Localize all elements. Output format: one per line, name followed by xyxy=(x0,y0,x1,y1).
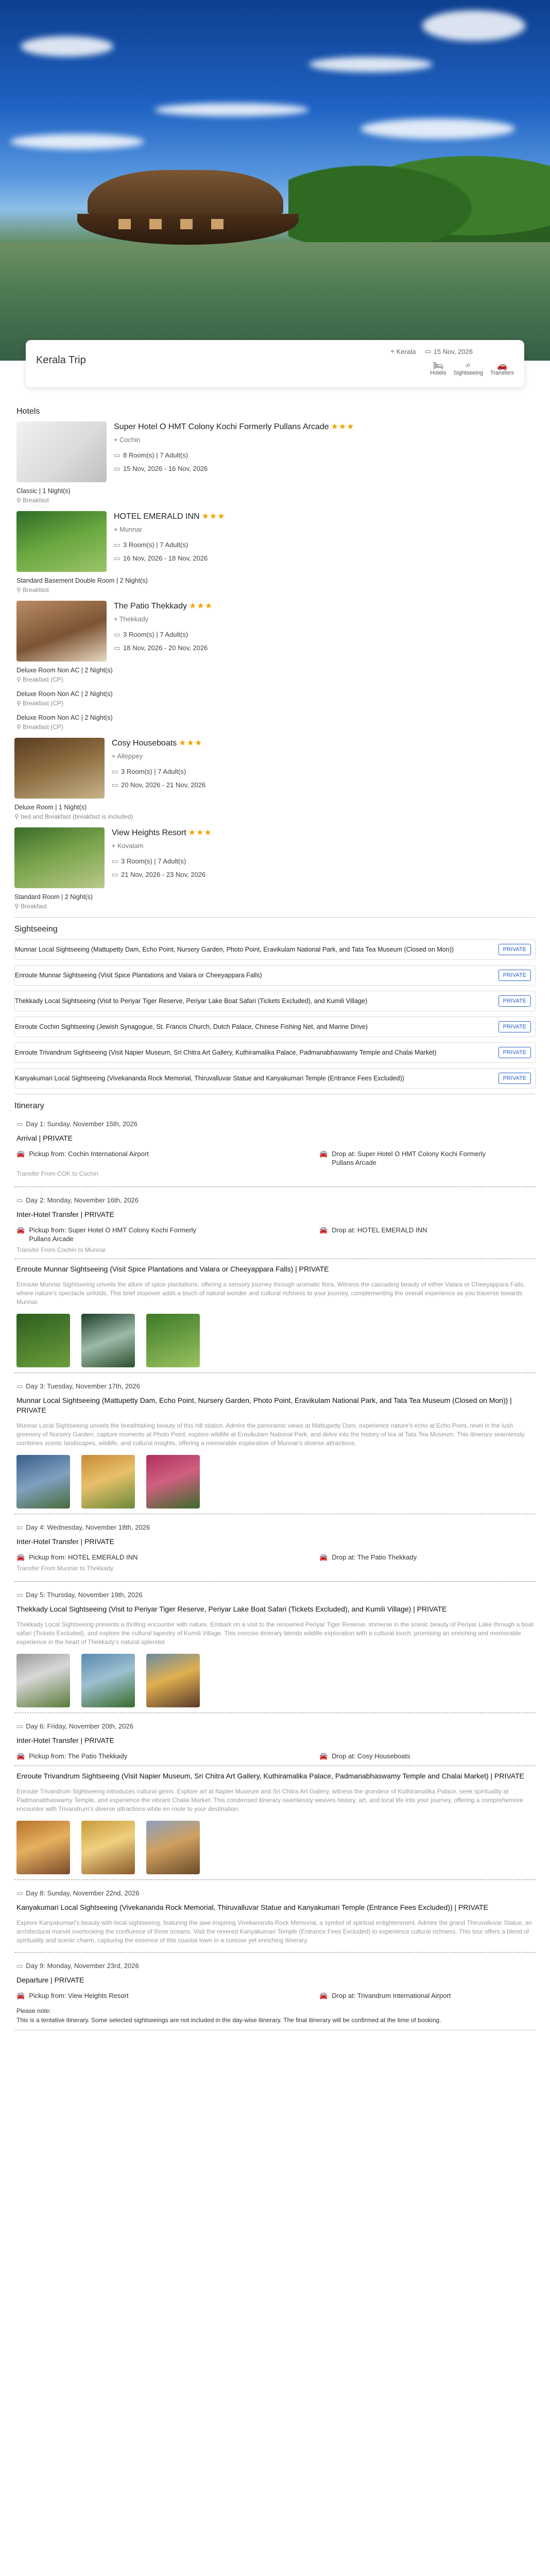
private-badge: PRIVATE xyxy=(499,944,531,955)
meal-plan: bed and Breakfast (breakfast is included) xyxy=(21,813,133,820)
location-pin-icon: ⌖ xyxy=(114,526,119,533)
day-label: ▭ Day 4: Wednesday, November 18th, 2026 xyxy=(16,1523,150,1531)
bed-icon: ▭ xyxy=(112,857,118,865)
transfers-summary: 🚗 Transfers xyxy=(490,362,514,376)
sightseeing-title: Thekkady Local Sightseeing (Visit to Periyar Tiger Reserve, Periyar Lake Boat Safari (Tickets Excluded), and Kumili Village) | PRIVATE xyxy=(16,1605,447,1613)
transfer-note: Transfer From COK to Cochin xyxy=(16,1170,98,1177)
drop-location: Drop at: HOTEL EMERALD INN xyxy=(332,1226,427,1234)
transfer-title: Arrival | PRIVATE xyxy=(16,1134,73,1142)
hotel-card xyxy=(16,511,550,572)
meal-icon: ⚲ xyxy=(16,676,23,683)
hotel-name: Cosy Houseboats xyxy=(112,739,177,748)
sightseeing-photo xyxy=(16,1314,70,1367)
meal-plan: Breakfast xyxy=(23,497,49,504)
calendar-icon: ▭ xyxy=(16,1196,23,1204)
room-type: Deluxe Room Non AC | 2 Night(s) xyxy=(16,714,113,721)
trip-title: Kerala Trip xyxy=(36,354,86,366)
room-type: Deluxe Room Non AC | 2 Night(s) xyxy=(16,690,113,698)
private-badge: PRIVATE xyxy=(499,995,531,1007)
bed-icon: ▭ xyxy=(114,541,121,549)
car-icon: 🚘 xyxy=(319,1226,328,1234)
hotels-summary: 🛏 Hotels xyxy=(430,362,446,376)
sightseeing-item: Enroute Cochin Sightseeing (Jewish Synagogue, St. Francis Church, Dutch Palace, Chinese Fishing Net, and Marine Drive) PRIVATE xyxy=(14,1016,536,1037)
transfer-note: Transfer From Munnar to Thekkady xyxy=(16,1565,114,1572)
sightseeing-photo xyxy=(146,1314,200,1367)
drop-location: Drop at: Trivandrum International Airport xyxy=(332,1992,451,1999)
day-divider xyxy=(14,1952,536,1953)
itinerary-heading: Itinerary xyxy=(14,1101,44,1110)
meal-plan: Breakfast (CP) xyxy=(23,723,63,731)
room-type: Deluxe Room Non AC | 2 Night(s) xyxy=(16,667,113,674)
location-pin-icon: ⌖ xyxy=(390,347,394,355)
hotel-city: Kovalam xyxy=(117,842,144,850)
car-icon: 🚘 xyxy=(16,1752,25,1760)
hotel-dates: 18 Nov, 2026 - 20 Nov, 2026 xyxy=(123,644,208,652)
hotels-heading: Hotels xyxy=(16,407,40,416)
footer-text: This is a tentative itinerary. Some selected sightseeings are not included in the day-wise itinerary. The final itinerary will be confirmed at the time of booking. xyxy=(16,2016,441,2024)
star-rating: ★★★ xyxy=(201,512,226,521)
hotel-dates: 16 Nov, 2026 - 18 Nov, 2026 xyxy=(123,554,208,562)
car-icon: 🚘 xyxy=(319,1992,328,1999)
day-divider xyxy=(14,1879,536,1880)
sightseeing-description: Enroute Munnar Sightseeing unveils the allure of spice plantations, offering a sensory journey through aromatic flora. Witness the cascading beauty of either Valara or Cheeyappara Falls, where nature's spectacle unfolds. This brief stopover adds a touch of natural wonder and cultural richness to your journey, complementing the overall experience as you traverse towards Munnar. xyxy=(16,1281,525,1306)
meal-plan: Breakfast xyxy=(23,586,49,594)
transfer-note: Transfer From Cochin to Munnar xyxy=(16,1246,106,1253)
sightseeing-block xyxy=(16,1396,536,1509)
hotel-card xyxy=(14,738,550,799)
sightseeing-photo xyxy=(81,1654,135,1707)
car-icon: 🚘 xyxy=(16,1150,25,1158)
sightseeing-description: Enroute Trivandrum Sightseeing introduces cultural gems. Explore art at Napier Museum and Sri Chitra Art Gallery, witness the grandeur of Kuthiramalika Palace, seek spirituality at Padmanabhaswamy Temple, and experience the vibrant Chalai Market. This condensed itinerary seamlessly weaves history, art, and local life into your journey, offering a comprehensive encounter with Trivandrum's diverse attractions while en route to your destination. xyxy=(16,1788,524,1812)
meal-icon: ⚲ xyxy=(16,586,23,594)
sightseeing-description: Explore Kanyakumari's beauty with local sightseeing, featuring the awe-inspiring Vivekananda Rock Memorial, a symbol of spiritual enlightenment. Admire the grand Thiruvalluvar Statue, an architectural marvel overlooking the confluence of three oceans. Visit the revered Kanyakumari Temple (Entrance Fees Excluded) to experience cultural richness. This tour offers a blend of spirituality and scenic charm, capturing the essence of this coastal town in a concise yet enriching itinerary. xyxy=(16,1919,532,1944)
sightseeing-photo xyxy=(146,1455,200,1509)
pickup-location: Pickup from: The Patio Thekkady xyxy=(29,1752,128,1760)
meal-icon: ⚲ xyxy=(16,497,23,504)
hotel-city: Cochin xyxy=(119,436,141,444)
sightseeing-title: Munnar Local Sightseeing (Mattupetty Dam, Echo Point, Nursery Garden, Photo Point, Eravikulam National Park, and Tata Tea Museum (Closed on Mon)) | PRIVATE xyxy=(16,1396,512,1414)
hotel-image xyxy=(16,511,107,572)
transfer-block xyxy=(16,1975,536,2000)
hotel-name: Super Hotel O HMT Colony Kochi Formerly Pullans Arcade xyxy=(114,422,329,431)
location-pin-icon: ⌖ xyxy=(112,842,117,850)
footer-title: Please note: xyxy=(16,2007,51,2014)
hero-image xyxy=(0,0,550,361)
calendar-icon: ▭ xyxy=(112,781,118,789)
meal-icon: ⚲ xyxy=(16,700,23,707)
pickup-location: Pickup from: HOTEL EMERALD INN xyxy=(29,1553,138,1561)
hotel-rooms: 3 Room(s) | 7 Adult(s) xyxy=(121,768,186,775)
bed-icon: 🛏 xyxy=(433,362,444,370)
meal-plan: Breakfast (CP) xyxy=(23,676,63,683)
sightseeing-title: Enroute Munnar Sightseeing (Visit Spice Plantations and Valara or Cheeyappara Falls) | PRIVATE xyxy=(16,1265,329,1273)
pickup-location: Pickup from: Cochin International Airport xyxy=(29,1150,149,1158)
meal-icon: ⚲ xyxy=(14,903,21,910)
star-rating: ★★★ xyxy=(189,602,213,611)
divider xyxy=(14,917,536,918)
day-label: ▭ Day 6: Friday, November 20th, 2026 xyxy=(16,1722,133,1730)
transfer-title: Inter-Hotel Transfer | PRIVATE xyxy=(16,1537,114,1546)
transfer-title: Inter-Hotel Transfer | PRIVATE xyxy=(16,1210,114,1218)
trip-location: ⌖ Kerala xyxy=(390,347,416,355)
hotel-city: Alleppey xyxy=(117,752,143,760)
calendar-icon: ▭ xyxy=(114,465,121,472)
car-icon: 🚗 xyxy=(497,362,507,370)
sightseeing-photo xyxy=(16,1821,70,1874)
houseboat-illustration xyxy=(77,170,299,258)
day-label: ▭ Day 8: Sunday, November 22nd, 2026 xyxy=(16,1889,140,1897)
car-icon: 🚘 xyxy=(16,1992,25,1999)
trip-summary-card xyxy=(26,340,524,387)
hotel-city: Munnar xyxy=(119,526,143,533)
hotel-card xyxy=(16,601,550,662)
hotel-dates: 21 Nov, 2026 - 23 Nov, 2026 xyxy=(121,871,206,878)
sightseeing-photo xyxy=(81,1455,135,1509)
bed-icon: ▭ xyxy=(114,451,121,459)
sightseeing-photo xyxy=(81,1314,135,1367)
calendar-icon: ▭ xyxy=(16,1889,23,1897)
location-pin-icon: ⌖ xyxy=(112,752,117,760)
calendar-icon: ▭ xyxy=(114,644,121,652)
star-rating: ★★★ xyxy=(179,739,203,748)
calendar-icon: ▭ xyxy=(16,1523,23,1531)
private-badge: PRIVATE xyxy=(499,1073,531,1084)
hotel-rooms: 3 Room(s) | 7 Adult(s) xyxy=(123,631,188,638)
hotel-card xyxy=(16,421,550,482)
sightseeing-description: Thekkady Local Sightseeing presents a thrilling encounter with nature. Embark on a visit to the renowned Periyar Tiger Reserve, immerse in the scenic beauty of Periyar Lake through a boat safari (Tickets Excluded), and explore the cultural tapestry of Kumili Village. This concise itinerary blends wildlife exploration with a cultural touch, promising an enriching and memorable experience in the heart of Thekkady's natural splendor. xyxy=(16,1621,534,1646)
room-type: Classic | 1 Night(s) xyxy=(16,487,71,495)
hotel-dates: 20 Nov, 2026 - 21 Nov, 2026 xyxy=(121,781,206,789)
sightseeing-photo xyxy=(146,1654,200,1707)
sightseeing-title: Enroute Trivandrum Sightseeing (Visit Napier Museum, Sri Chitra Art Gallery, Kuthiramalika Palace, Padmanabhaswamy Temple and Chalai Market) | PRIVATE xyxy=(16,1772,524,1780)
location-pin-icon: ⌖ xyxy=(114,615,119,623)
hotel-image xyxy=(14,738,105,799)
pickup-location: Pickup from: Super Hotel O HMT Colony Kochi Formerly Pullans Arcade xyxy=(29,1226,197,1243)
footer-note xyxy=(16,2006,536,2025)
private-badge: PRIVATE xyxy=(499,1021,531,1032)
car-icon: 🚘 xyxy=(16,1226,25,1234)
transfer-title: Inter-Hotel Transfer | PRIVATE xyxy=(16,1736,114,1744)
bed-icon: ▭ xyxy=(114,631,121,638)
car-icon: 🚘 xyxy=(16,1553,25,1561)
star-rating: ★★★ xyxy=(188,828,212,837)
hotel-rooms: 8 Room(s) | 7 Adult(s) xyxy=(123,451,188,459)
hotel-card xyxy=(14,827,550,888)
calendar-icon: ▭ xyxy=(425,347,432,355)
car-icon: 🚘 xyxy=(319,1752,328,1760)
transfer-title: Departure | PRIVATE xyxy=(16,1976,84,1984)
hotel-name: The Patio Thekkady xyxy=(114,602,187,611)
sightseeing-block xyxy=(16,1903,536,1945)
sightseeing-block xyxy=(16,1771,536,1874)
hotel-name: View Heights Resort xyxy=(112,828,186,837)
day-label: ▭ Day 1: Sunday, November 15th, 2026 xyxy=(16,1120,138,1128)
transfer-block xyxy=(16,1133,536,1177)
sightseeing-item: Munnar Local Sightseeing (Mattupetty Dam, Echo Point, Nursery Garden, Photo Point, Eravikulam National Park, and Tata Tea Museum (Closed on Mon)) PRIVATE xyxy=(14,939,536,960)
sightseeing-block xyxy=(16,1264,536,1367)
transfer-block xyxy=(16,1537,536,1572)
hotel-city: Thekkady xyxy=(119,615,149,623)
calendar-icon: ▭ xyxy=(16,1722,23,1730)
sightseeing-photo xyxy=(16,1654,70,1707)
hotel-image xyxy=(14,827,105,888)
hotel-name: HOTEL EMERALD INN xyxy=(114,512,200,521)
calendar-icon: ▭ xyxy=(112,871,118,878)
sightseeing-heading: Sightseeing xyxy=(14,925,58,934)
transfer-block xyxy=(16,1210,536,1253)
calendar-icon: ▭ xyxy=(114,554,121,562)
sightseeing-summary: ⌕ Sightseeing xyxy=(453,361,483,376)
room-type: Deluxe Room | 1 Night(s) xyxy=(14,804,87,811)
bed-icon: ▭ xyxy=(112,768,118,775)
sightseeing-title: Kanyakumari Local Sightseeing (Vivekananda Rock Memorial, Thiruvalluvar Statue and Kanyakumari Temple (Entrance Fees Excluded)) | PRIVATE xyxy=(16,1903,488,1911)
drop-location: Drop at: Super Hotel O HMT Colony Kochi Formerly Pullans Arcade xyxy=(332,1150,486,1166)
meal-icon: ⚲ xyxy=(16,723,23,731)
sightseeing-list xyxy=(0,939,550,1089)
hotel-rooms: 3 Room(s) | 7 Adult(s) xyxy=(121,857,186,865)
private-badge: PRIVATE xyxy=(499,1047,531,1058)
room-type: Standard Room | 2 Night(s) xyxy=(14,893,93,901)
hotel-image xyxy=(16,601,107,662)
day-label: ▭ Day 9: Monday, November 23rd, 2026 xyxy=(16,1962,139,1970)
trip-date: ▭ 15 Nov, 2026 xyxy=(425,347,473,355)
drop-location: Drop at: Cosy Houseboats xyxy=(332,1752,410,1760)
sightseeing-photo xyxy=(16,1455,70,1509)
private-badge: PRIVATE xyxy=(499,970,531,981)
day-label: ▭ Day 5: Thursday, November 19th, 2026 xyxy=(16,1591,143,1599)
star-rating: ★★★ xyxy=(331,422,355,431)
sightseeing-photo xyxy=(146,1821,200,1874)
meal-icon: ⚲ xyxy=(14,813,21,820)
transfer-block xyxy=(16,1736,536,1760)
sightseeing-item: Enroute Munnar Sightseeing (Visit Spice Plantations and Valara or Cheeyappara Falls) PRIVATE xyxy=(14,965,536,986)
day-divider xyxy=(14,1581,536,1582)
sightseeing-item: Enroute Trivandrum Sightseeing (Visit Napier Museum, Sri Chitra Art Gallery, Kuthiramalika Palace, Padmanabhaswamy Temple and Chalai Market) PRIVATE xyxy=(14,1042,536,1063)
sightseeing-description: Munnar Local Sightseeing unveils the breathtaking beauty of this hill station. Admire the panoramic views at Mattupetty Dam, experience nature's echo at Echo Point, revel in the lush greenery of Nursery Garden, capture moments at Photo Point, explore wildlife at Eravikulam National Park, and delve into the history of tea at Tata Tea Museum. This itinerary seamlessly combines scenic landscapes, wildlife, and cultural insights, offering a memorable exploration of Munnar's diverse attractions. xyxy=(16,1422,525,1447)
calendar-icon: ▭ xyxy=(16,1962,23,1970)
room-type: Standard Basement Double Room | 2 Night(s) xyxy=(16,577,148,584)
day-label: ▭ Day 2: Monday, November 16th, 2026 xyxy=(16,1196,139,1204)
pickup-location: Pickup from: View Heights Resort xyxy=(29,1992,129,1999)
day-label: ▭ Day 3: Tuesday, November 17th, 2026 xyxy=(16,1382,140,1390)
hotel-rooms: 3 Room(s) | 7 Adult(s) xyxy=(123,541,188,549)
meal-plan: Breakfast (CP) xyxy=(23,700,63,707)
car-icon: 🚘 xyxy=(319,1553,328,1561)
sightseeing-item: Kanyakumari Local Sightseeing (Vivekananda Rock Memorial, Thiruvalluvar Statue and Kanyakumari Temple (Entrance Fees Excluded)) PRIVATE xyxy=(14,1068,536,1089)
calendar-icon: ▭ xyxy=(16,1591,23,1599)
hotel-image xyxy=(16,421,107,482)
location-pin-icon: ⌖ xyxy=(114,436,119,444)
meal-plan: Breakfast xyxy=(21,903,47,910)
sightseeing-photo xyxy=(81,1821,135,1874)
drop-location: Drop at: The Patio Thekkady xyxy=(332,1553,417,1561)
calendar-icon: ▭ xyxy=(16,1382,23,1390)
sightseeing-block xyxy=(16,1604,536,1707)
hotel-dates: 15 Nov, 2026 - 16 Nov, 2026 xyxy=(123,465,208,472)
binoculars-icon: ⌕ xyxy=(466,361,471,369)
day-divider xyxy=(14,1372,536,1373)
calendar-icon: ▭ xyxy=(16,1120,23,1128)
sightseeing-item: Thekkady Local Sightseeing (Visit to Periyar Tiger Reserve, Periyar Lake Boat Safari (Tickets Excluded), and Kumili Village) PRIVATE xyxy=(14,991,536,1011)
car-icon: 🚘 xyxy=(319,1150,328,1158)
